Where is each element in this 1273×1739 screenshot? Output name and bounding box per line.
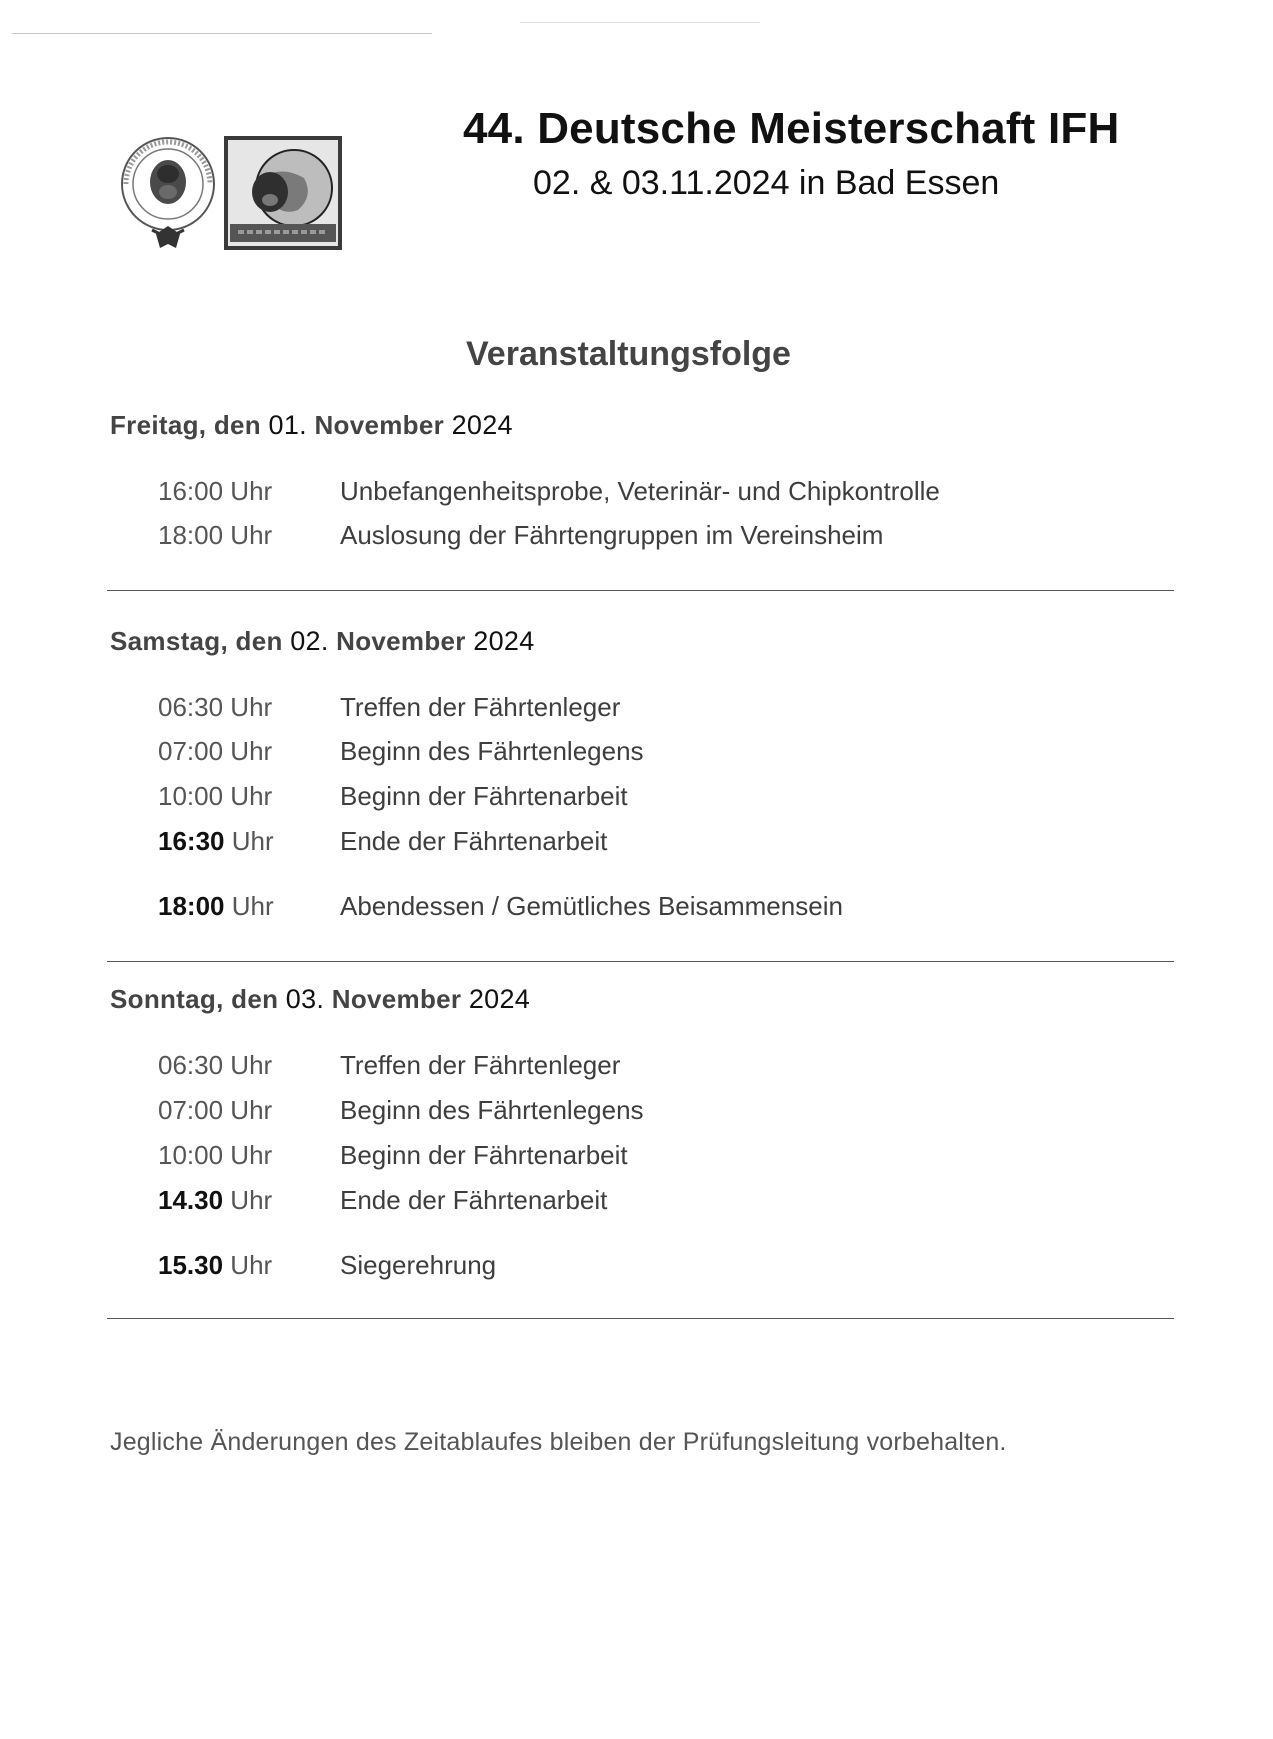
event-time-hour: 15.30 <box>158 1250 224 1280</box>
schedule-heading: Veranstaltungsfolge <box>466 335 791 373</box>
event-description: Unbefangenheitsprobe, Veterinär- und Chipkontrolle <box>340 476 940 506</box>
schedule-row <box>0 826 1273 862</box>
event-time <box>158 826 274 857</box>
day-year: 2024 <box>473 626 535 656</box>
schedule-row <box>0 476 1273 512</box>
event-description: Abendessen / Gemütliches Beisammensein <box>340 891 843 921</box>
event-time: 07:00 Uhr <box>158 736 273 766</box>
event-description: Ende der Fährtenarbeit <box>340 1185 608 1215</box>
event-time-unit: Uhr <box>223 1250 273 1280</box>
event-time: 06:30 Uhr <box>158 692 273 722</box>
event-time: 16:00 Uhr <box>158 476 273 506</box>
event-description: Ende der Fährtenarbeit <box>340 826 608 856</box>
section-divider <box>107 590 1174 591</box>
event-time-hour: 14.30 <box>158 1185 224 1215</box>
footer-note: Jegliche Änderungen des Zeitablaufes bleiben der Prüfungsleitung vorbehalten. <box>110 1428 1007 1456</box>
day-heading-sunday <box>110 984 530 1015</box>
day-year: 2024 <box>468 984 531 1014</box>
event-description: Treffen der Fährtenleger <box>340 1050 621 1080</box>
scan-artifact-line <box>520 22 760 23</box>
club-seal-icon <box>118 134 218 252</box>
day-prefix: Samstag, den <box>110 626 283 656</box>
event-description: Beginn des Fährtenlegens <box>340 1095 644 1125</box>
schedule-row <box>0 520 1273 556</box>
day-month: November <box>336 626 466 656</box>
day-prefix: Sonntag, den <box>110 984 279 1014</box>
event-time-hour: 18:00 <box>158 891 225 921</box>
day-month: November <box>314 410 445 440</box>
logo-group <box>118 134 344 252</box>
section-divider <box>107 1318 1174 1319</box>
event-time-hour: 16:30 <box>158 826 225 856</box>
event-time <box>158 1250 272 1281</box>
day-number: 03. <box>285 984 325 1014</box>
scan-artifact-line <box>12 33 432 34</box>
event-description: Beginn des Fährtenlegens <box>340 736 644 766</box>
event-time: 18:00 Uhr <box>158 520 273 550</box>
schedule-row <box>0 1050 1273 1086</box>
day-month: November <box>331 984 462 1014</box>
page-title: 44. Deutsche Meisterschaft IFH <box>463 104 1120 153</box>
schedule-row <box>0 1185 1273 1221</box>
event-date-location: 02. & 03.11.2024 in Bad Essen <box>533 164 1000 202</box>
event-time-unit: Uhr <box>223 1185 273 1215</box>
day-number: 01. <box>268 410 307 440</box>
event-time: 10:00 Uhr <box>158 1140 273 1170</box>
day-number: 02. <box>290 626 329 656</box>
schedule-row <box>0 1140 1273 1176</box>
schedule-row <box>0 1095 1273 1131</box>
event-time-unit: Uhr <box>224 891 274 921</box>
event-time <box>158 891 274 922</box>
schedule-row <box>0 1250 1273 1286</box>
day-heading-saturday <box>110 626 535 657</box>
schedule-row <box>0 781 1273 817</box>
day-prefix: Freitag, den <box>110 410 261 440</box>
day-year: 2024 <box>451 410 513 440</box>
event-time: 06:30 Uhr <box>158 1050 273 1080</box>
schedule-row <box>0 692 1273 728</box>
event-description: Siegerehrung <box>340 1250 497 1280</box>
schedule-row <box>0 891 1273 927</box>
section-divider <box>107 961 1174 962</box>
day-heading-friday <box>110 410 513 441</box>
event-time-unit: Uhr <box>224 826 274 856</box>
event-time: 10:00 Uhr <box>158 781 273 811</box>
event-description: Auslosung der Fährtengruppen im Vereinsheim <box>340 520 884 550</box>
event-description: Beginn der Fährtenarbeit <box>340 1140 628 1170</box>
globe-dog-badge-icon <box>224 136 342 250</box>
event-description: Treffen der Fährtenleger <box>340 692 621 722</box>
schedule-row <box>0 736 1273 772</box>
event-description: Beginn der Fährtenarbeit <box>340 781 628 811</box>
event-time: 07:00 Uhr <box>158 1095 273 1125</box>
event-time <box>158 1185 272 1216</box>
